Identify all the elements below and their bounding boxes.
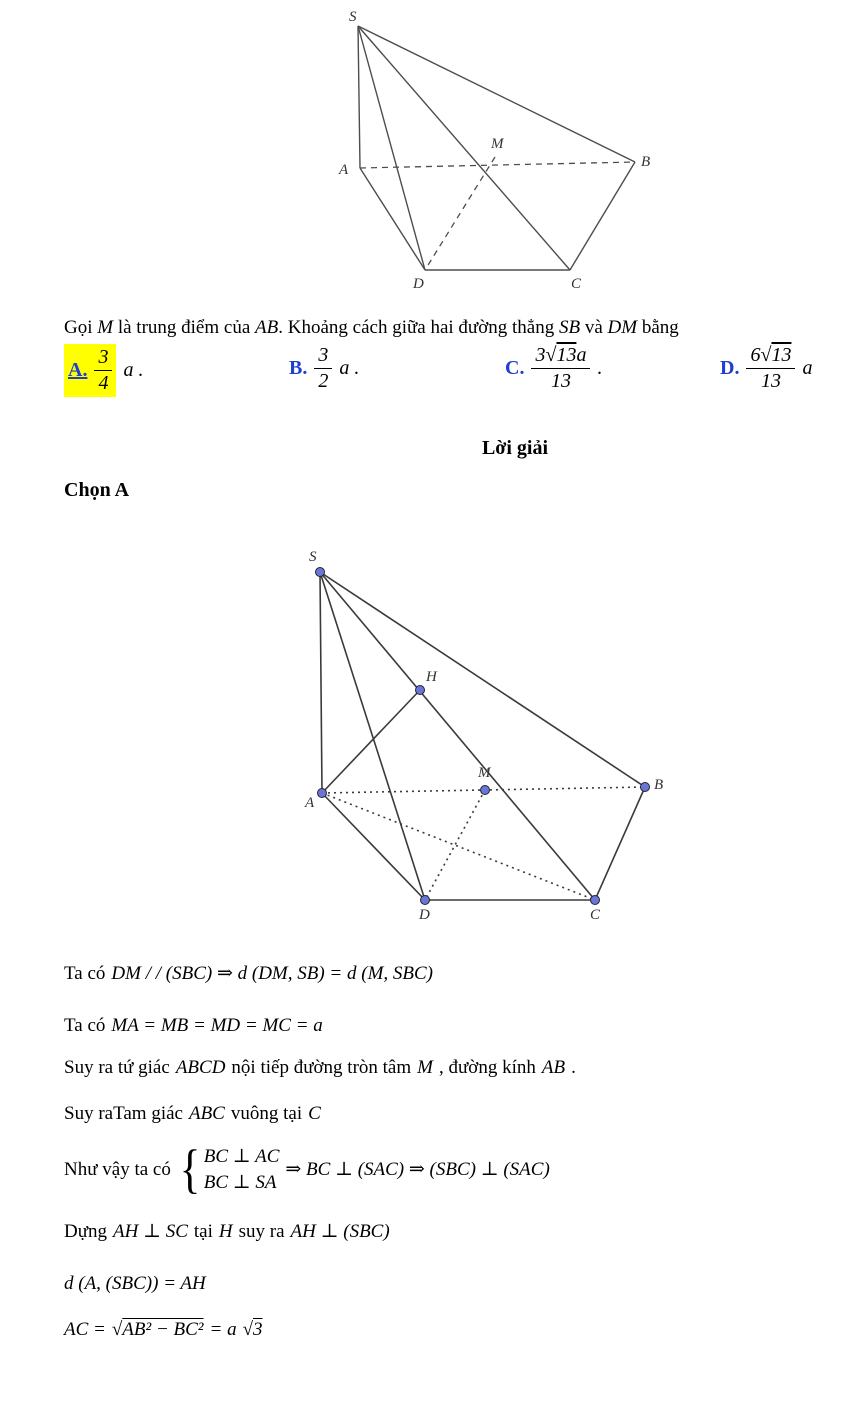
- math-part: C: [308, 1103, 321, 1124]
- radicand: 13: [771, 344, 792, 366]
- fig1-dashed-edges: [360, 157, 635, 270]
- math-part: ABC: [188, 1103, 225, 1124]
- answer-option-c: [505, 344, 602, 393]
- answer-a-label: A.: [68, 359, 88, 381]
- radicand: 13: [556, 344, 577, 366]
- question-math: M: [97, 317, 114, 338]
- fig2-vertex-dots: [316, 568, 650, 905]
- radical-sign: √: [545, 344, 557, 366]
- fig1-label-b: B: [641, 154, 651, 170]
- answer-a-highlight: [64, 344, 116, 397]
- solution-line-7: [64, 1273, 834, 1295]
- math-part: ABCD: [175, 1057, 226, 1078]
- fig2-edge-md-dotted: [425, 790, 485, 900]
- num-pre: 6: [750, 344, 761, 366]
- fraction-numerator: 3: [94, 346, 112, 371]
- question-math: AB: [255, 317, 279, 338]
- answer-d-suffix: a: [802, 357, 813, 379]
- math-part: AC =: [64, 1319, 106, 1340]
- answer-b-fraction: [314, 344, 332, 393]
- fig1-edge-sc: [358, 26, 570, 270]
- left-brace: {: [179, 1138, 201, 1199]
- text-part: nội tiếp đường tròn tâm: [231, 1057, 412, 1078]
- fig2-label-h: H: [426, 669, 437, 685]
- text-part: , đường kính: [438, 1057, 536, 1078]
- radical-sign: √: [760, 344, 772, 366]
- text-part: Dựng: [64, 1220, 108, 1242]
- chosen-answer: Chọn A: [64, 479, 130, 501]
- math-part: MA = MB = MD = MC = a: [111, 1015, 323, 1036]
- fig1-edge-ab-dashed: [360, 162, 635, 168]
- fig2-edge-ah: [322, 690, 420, 793]
- fig2-label-m: M: [478, 765, 491, 781]
- fig2-edge-bc: [595, 787, 645, 900]
- fig2-point-h: [416, 686, 425, 695]
- fraction-denominator: 4: [98, 372, 109, 394]
- answer-d-label: D.: [720, 357, 740, 379]
- question-text: [64, 315, 824, 341]
- text-part: Như vậy ta có: [64, 1158, 171, 1180]
- fig2-label-a: A: [305, 795, 315, 811]
- fig1-labels: [338, 9, 650, 292]
- answer-c-suffix: .: [597, 357, 603, 379]
- question-part: bằng: [641, 317, 679, 338]
- fig2-edge-sc: [320, 572, 595, 900]
- answer-a-suffix: a .: [123, 359, 144, 381]
- text-part: vuông tại: [230, 1103, 303, 1124]
- answer-b-label: B.: [289, 357, 308, 379]
- answer-a-fraction: [94, 346, 112, 395]
- answer-c-fraction: [531, 344, 590, 393]
- math-part: DM / / (SBC) ⇒ d (DM, SB) = d (M, SBC): [111, 963, 434, 984]
- fig2-label-c: C: [590, 907, 601, 923]
- answer-option-a: [64, 344, 143, 397]
- fig1-edge-sd: [358, 26, 425, 270]
- fraction-numerator: 3: [314, 344, 332, 369]
- math-part: d (A, (SBC)) = AH: [64, 1273, 206, 1294]
- solution-line-5: [64, 1138, 834, 1199]
- answer-row: [64, 344, 836, 406]
- fig2-label-d: D: [419, 907, 430, 923]
- question-math: DM: [607, 317, 638, 338]
- num-post: a: [576, 344, 587, 366]
- solution-line-4: [64, 1103, 834, 1125]
- fig1-label-c: C: [571, 276, 582, 292]
- fraction-denominator: 13: [760, 370, 781, 392]
- math-part: AH ⊥ SC: [113, 1221, 188, 1242]
- math-part: ⇒ BC ⊥ (SAC) ⇒ (SBC) ⊥ (SAC): [285, 1159, 550, 1180]
- fig2-point-s: [316, 568, 325, 577]
- question-math: SB: [558, 317, 581, 338]
- math-part: AB: [541, 1057, 566, 1078]
- fig2-point-d: [421, 896, 430, 905]
- text-part: suy ra: [238, 1220, 285, 1242]
- fig2-point-a: [318, 789, 327, 798]
- fig2-label-b: B: [654, 777, 664, 793]
- text-part: Ta có: [64, 962, 106, 984]
- solution-heading: Lời giải: [481, 437, 549, 459]
- fig2-edge-sa: [320, 572, 322, 793]
- answer-option-b: [289, 344, 359, 393]
- question-part: và: [584, 317, 603, 338]
- math-part: H: [218, 1220, 233, 1242]
- fig1-label-m: M: [491, 136, 504, 152]
- question-part: Gọi: [64, 317, 93, 338]
- fraction-numerator: [531, 344, 590, 369]
- text-part: tại: [193, 1220, 213, 1242]
- system-row-2: BC ⊥ SA: [203, 1172, 277, 1193]
- fig1-edge-bc: [570, 162, 635, 270]
- system-row-1: BC ⊥ AC: [203, 1146, 280, 1167]
- fig1-edge-ad: [360, 168, 425, 270]
- answer-d-fraction: [746, 344, 795, 393]
- solution-line-1: [64, 962, 834, 985]
- num-pre: 3: [535, 344, 546, 366]
- fig1-label-s: S: [349, 9, 357, 25]
- fig1-edge-sa: [358, 26, 360, 168]
- solution-body: [64, 962, 834, 1341]
- answer-b-suffix: a .: [339, 357, 360, 379]
- fraction-denominator: 13: [550, 370, 571, 392]
- math-part: AH ⊥ (SBC): [290, 1221, 390, 1242]
- text-part: Suy raTam giác: [64, 1103, 183, 1124]
- system-rows: [204, 1145, 280, 1194]
- answer-c-label: C.: [505, 357, 525, 379]
- text-part: Ta có: [64, 1015, 106, 1036]
- figure-2: [282, 548, 677, 926]
- radical-sign: √: [111, 1319, 123, 1340]
- solution-line-2: [64, 1015, 834, 1037]
- fig2-solid-edges: [320, 572, 645, 900]
- solution-line-3: [64, 1057, 834, 1079]
- fig1-label-a: A: [339, 162, 349, 178]
- fig2-edge-sd: [320, 572, 425, 900]
- math-part: M: [417, 1057, 433, 1078]
- fig1-edge-md-dashed: [425, 157, 495, 270]
- fig2-edge-ac-dotted: [322, 793, 595, 900]
- fig2-point-c: [591, 896, 600, 905]
- fraction-numerator: [746, 344, 795, 369]
- fig2-edge-sb: [320, 572, 645, 787]
- radicand: 3: [253, 1319, 263, 1340]
- text-part: .: [571, 1057, 576, 1078]
- figure-1: [325, 8, 660, 300]
- radical-sign: √: [242, 1319, 254, 1340]
- question-part: là trung điểm của: [117, 317, 251, 338]
- fig2-point-m: [481, 786, 490, 795]
- fraction-denominator: 2: [318, 370, 329, 392]
- text-part: Suy ra tứ giác: [64, 1057, 170, 1078]
- radical-expression: [112, 1319, 204, 1341]
- fig1-label-d: D: [413, 276, 424, 292]
- fig2-edge-ad: [322, 793, 425, 900]
- equation-system: [177, 1138, 280, 1199]
- answer-option-d: [720, 344, 812, 393]
- fig2-label-s: S: [309, 549, 317, 565]
- math-part: = a: [209, 1319, 237, 1340]
- radical-expression: [243, 1319, 263, 1341]
- solution-line-6: [64, 1220, 834, 1243]
- radicand: AB² − BC²: [122, 1319, 204, 1340]
- fig2-point-b: [641, 783, 650, 792]
- solution-line-8: [64, 1319, 834, 1341]
- question-part: . Khoảng cách giữa hai đường thẳng: [278, 317, 555, 338]
